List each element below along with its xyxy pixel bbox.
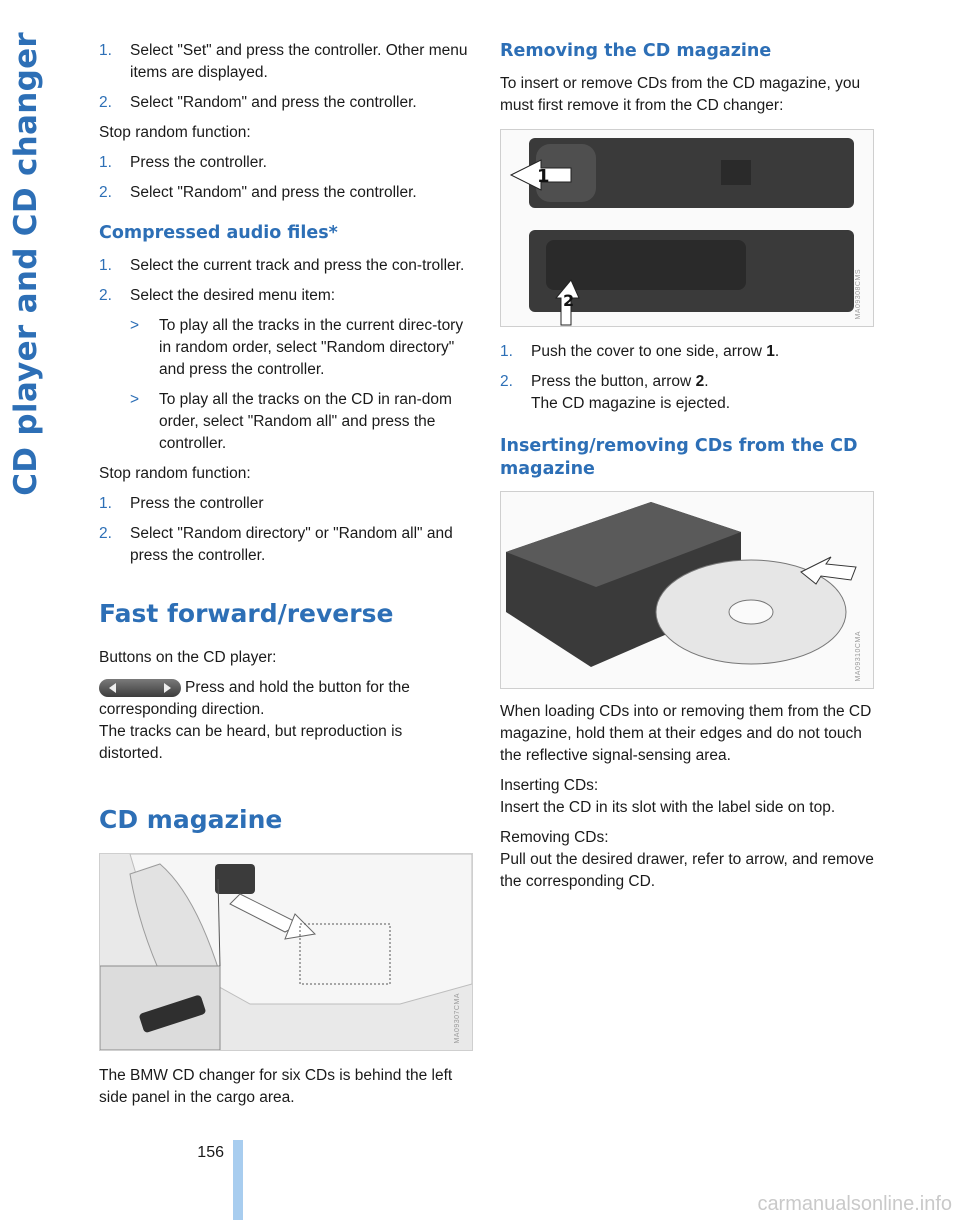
stop-label: Stop random function: bbox=[99, 465, 251, 482]
step-number: 2. bbox=[99, 184, 112, 201]
step-number: 2. bbox=[99, 525, 112, 542]
step-tail: . bbox=[774, 343, 780, 360]
footer-bar bbox=[233, 1140, 243, 1220]
ff-line1: Press and hold the button for the corresponding direction. bbox=[99, 679, 410, 718]
ff-intro: Buttons on the CD player: bbox=[99, 649, 277, 666]
cargo-area-figure bbox=[99, 853, 473, 1051]
watermark: carmanualsonline.info bbox=[757, 1193, 952, 1215]
arrow-1-label: 1 bbox=[537, 166, 550, 187]
step-item bbox=[99, 40, 469, 84]
cargo-area-illustration bbox=[100, 854, 472, 1050]
sub-text: To play all the tracks in the current direc-tory in random order, select "Random directory" and press the controller. bbox=[159, 317, 464, 378]
step-text: Press the button, arrow bbox=[531, 373, 692, 390]
page-number: 156 bbox=[197, 1144, 224, 1161]
step-number: 2. bbox=[500, 373, 513, 390]
step-text: Select "Random directory" or "Random all" and press the controller. bbox=[130, 525, 453, 564]
step-text: Press the controller. bbox=[130, 154, 267, 171]
step-text: Press the controller bbox=[130, 495, 264, 512]
step-item bbox=[99, 92, 469, 114]
removing-label: Removing CDs: bbox=[500, 829, 609, 846]
inserting-cds bbox=[500, 775, 874, 797]
arrow-ref: 2 bbox=[695, 373, 705, 390]
removing-text: Pull out the desired drawer, refer to arrow, and remove the corresponding CD. bbox=[500, 851, 874, 890]
side-title bbox=[0, 0, 80, 1220]
loading-note: When loading CDs into or removing them from the CD magazine, hold them at their edges and do not touch the reflective signal-sensing area. bbox=[500, 703, 872, 764]
step-text: Push the cover to one side, arrow bbox=[531, 343, 762, 360]
cd-drawer-figure bbox=[500, 491, 874, 689]
figure-code: MA09307CMA bbox=[454, 993, 461, 1044]
arrow-2-label: 2 bbox=[563, 291, 575, 310]
right-column bbox=[500, 40, 874, 901]
sub-marker: > bbox=[130, 391, 140, 408]
sub-marker: > bbox=[130, 317, 140, 334]
removing-cds bbox=[500, 827, 874, 849]
figure-code: MA09310CMA bbox=[855, 631, 862, 682]
step-extra: The CD magazine is ejected. bbox=[531, 395, 731, 412]
figure-code: MA09308CMS bbox=[855, 269, 862, 320]
sub-item bbox=[99, 315, 469, 381]
step-number: 1. bbox=[99, 495, 112, 512]
step-text: Select "Random" and press the controller. bbox=[130, 184, 417, 201]
inserting-label: Inserting CDs: bbox=[500, 777, 599, 794]
magazine-illustration bbox=[501, 130, 873, 326]
compressed-audio-heading: Compressed audio files* bbox=[99, 223, 338, 243]
arrow-ref: 1 bbox=[766, 343, 775, 360]
step-item bbox=[99, 152, 469, 174]
step-number: 1. bbox=[500, 343, 513, 360]
step-number: 1. bbox=[99, 154, 112, 171]
step-number: 1. bbox=[99, 42, 112, 59]
cd-magazine-heading: CD magazine bbox=[99, 805, 283, 834]
ff-line2: The tracks can be heard, but reproduction is distorted. bbox=[99, 723, 403, 762]
side-title-text: CD player and CD changer bbox=[8, 32, 44, 496]
removing-intro: To insert or remove CDs from the CD magazine, you must first remove it from the CD changer: bbox=[500, 75, 861, 114]
sub-text: To play all the tracks on the CD in ran-dom order, select "Random all" and press the controller. bbox=[159, 391, 452, 452]
fast-forward-heading: Fast forward/reverse bbox=[99, 599, 394, 628]
step-item bbox=[99, 523, 469, 567]
step-text: Select "Random" and press the controller. bbox=[130, 94, 417, 111]
step-item bbox=[500, 341, 874, 363]
sub-item bbox=[99, 389, 469, 455]
step-item bbox=[99, 182, 469, 204]
step-number: 2. bbox=[99, 287, 112, 304]
step-number: 2. bbox=[99, 94, 112, 111]
step-text: Select "Set" and press the controller. Other menu items are displayed. bbox=[130, 42, 468, 81]
seek-button-icon bbox=[99, 679, 181, 697]
step-text: Select the desired menu item: bbox=[130, 287, 336, 304]
removing-magazine-heading: Removing the CD magazine bbox=[500, 41, 772, 61]
step-item bbox=[500, 371, 874, 415]
inserting-text: Insert the CD in its slot with the label side on top. bbox=[500, 799, 836, 816]
step-item bbox=[99, 493, 469, 515]
left-column bbox=[99, 40, 469, 1117]
step-text: Select the current track and press the con-troller. bbox=[130, 257, 465, 274]
step-number: 1. bbox=[99, 257, 112, 274]
ff-instruction bbox=[99, 677, 469, 721]
magazine-figure bbox=[500, 129, 874, 327]
magazine-caption: The BMW CD changer for six CDs is behind the left side panel in the cargo area. bbox=[99, 1067, 453, 1106]
step-item bbox=[99, 285, 469, 307]
inserting-removing-heading: Inserting/removing CDs from the CD magazine bbox=[500, 436, 858, 479]
step-tail: . bbox=[704, 373, 709, 390]
cd-drawer-illustration bbox=[501, 492, 873, 688]
stop-label: Stop random function: bbox=[99, 124, 251, 141]
step-item bbox=[99, 255, 469, 277]
